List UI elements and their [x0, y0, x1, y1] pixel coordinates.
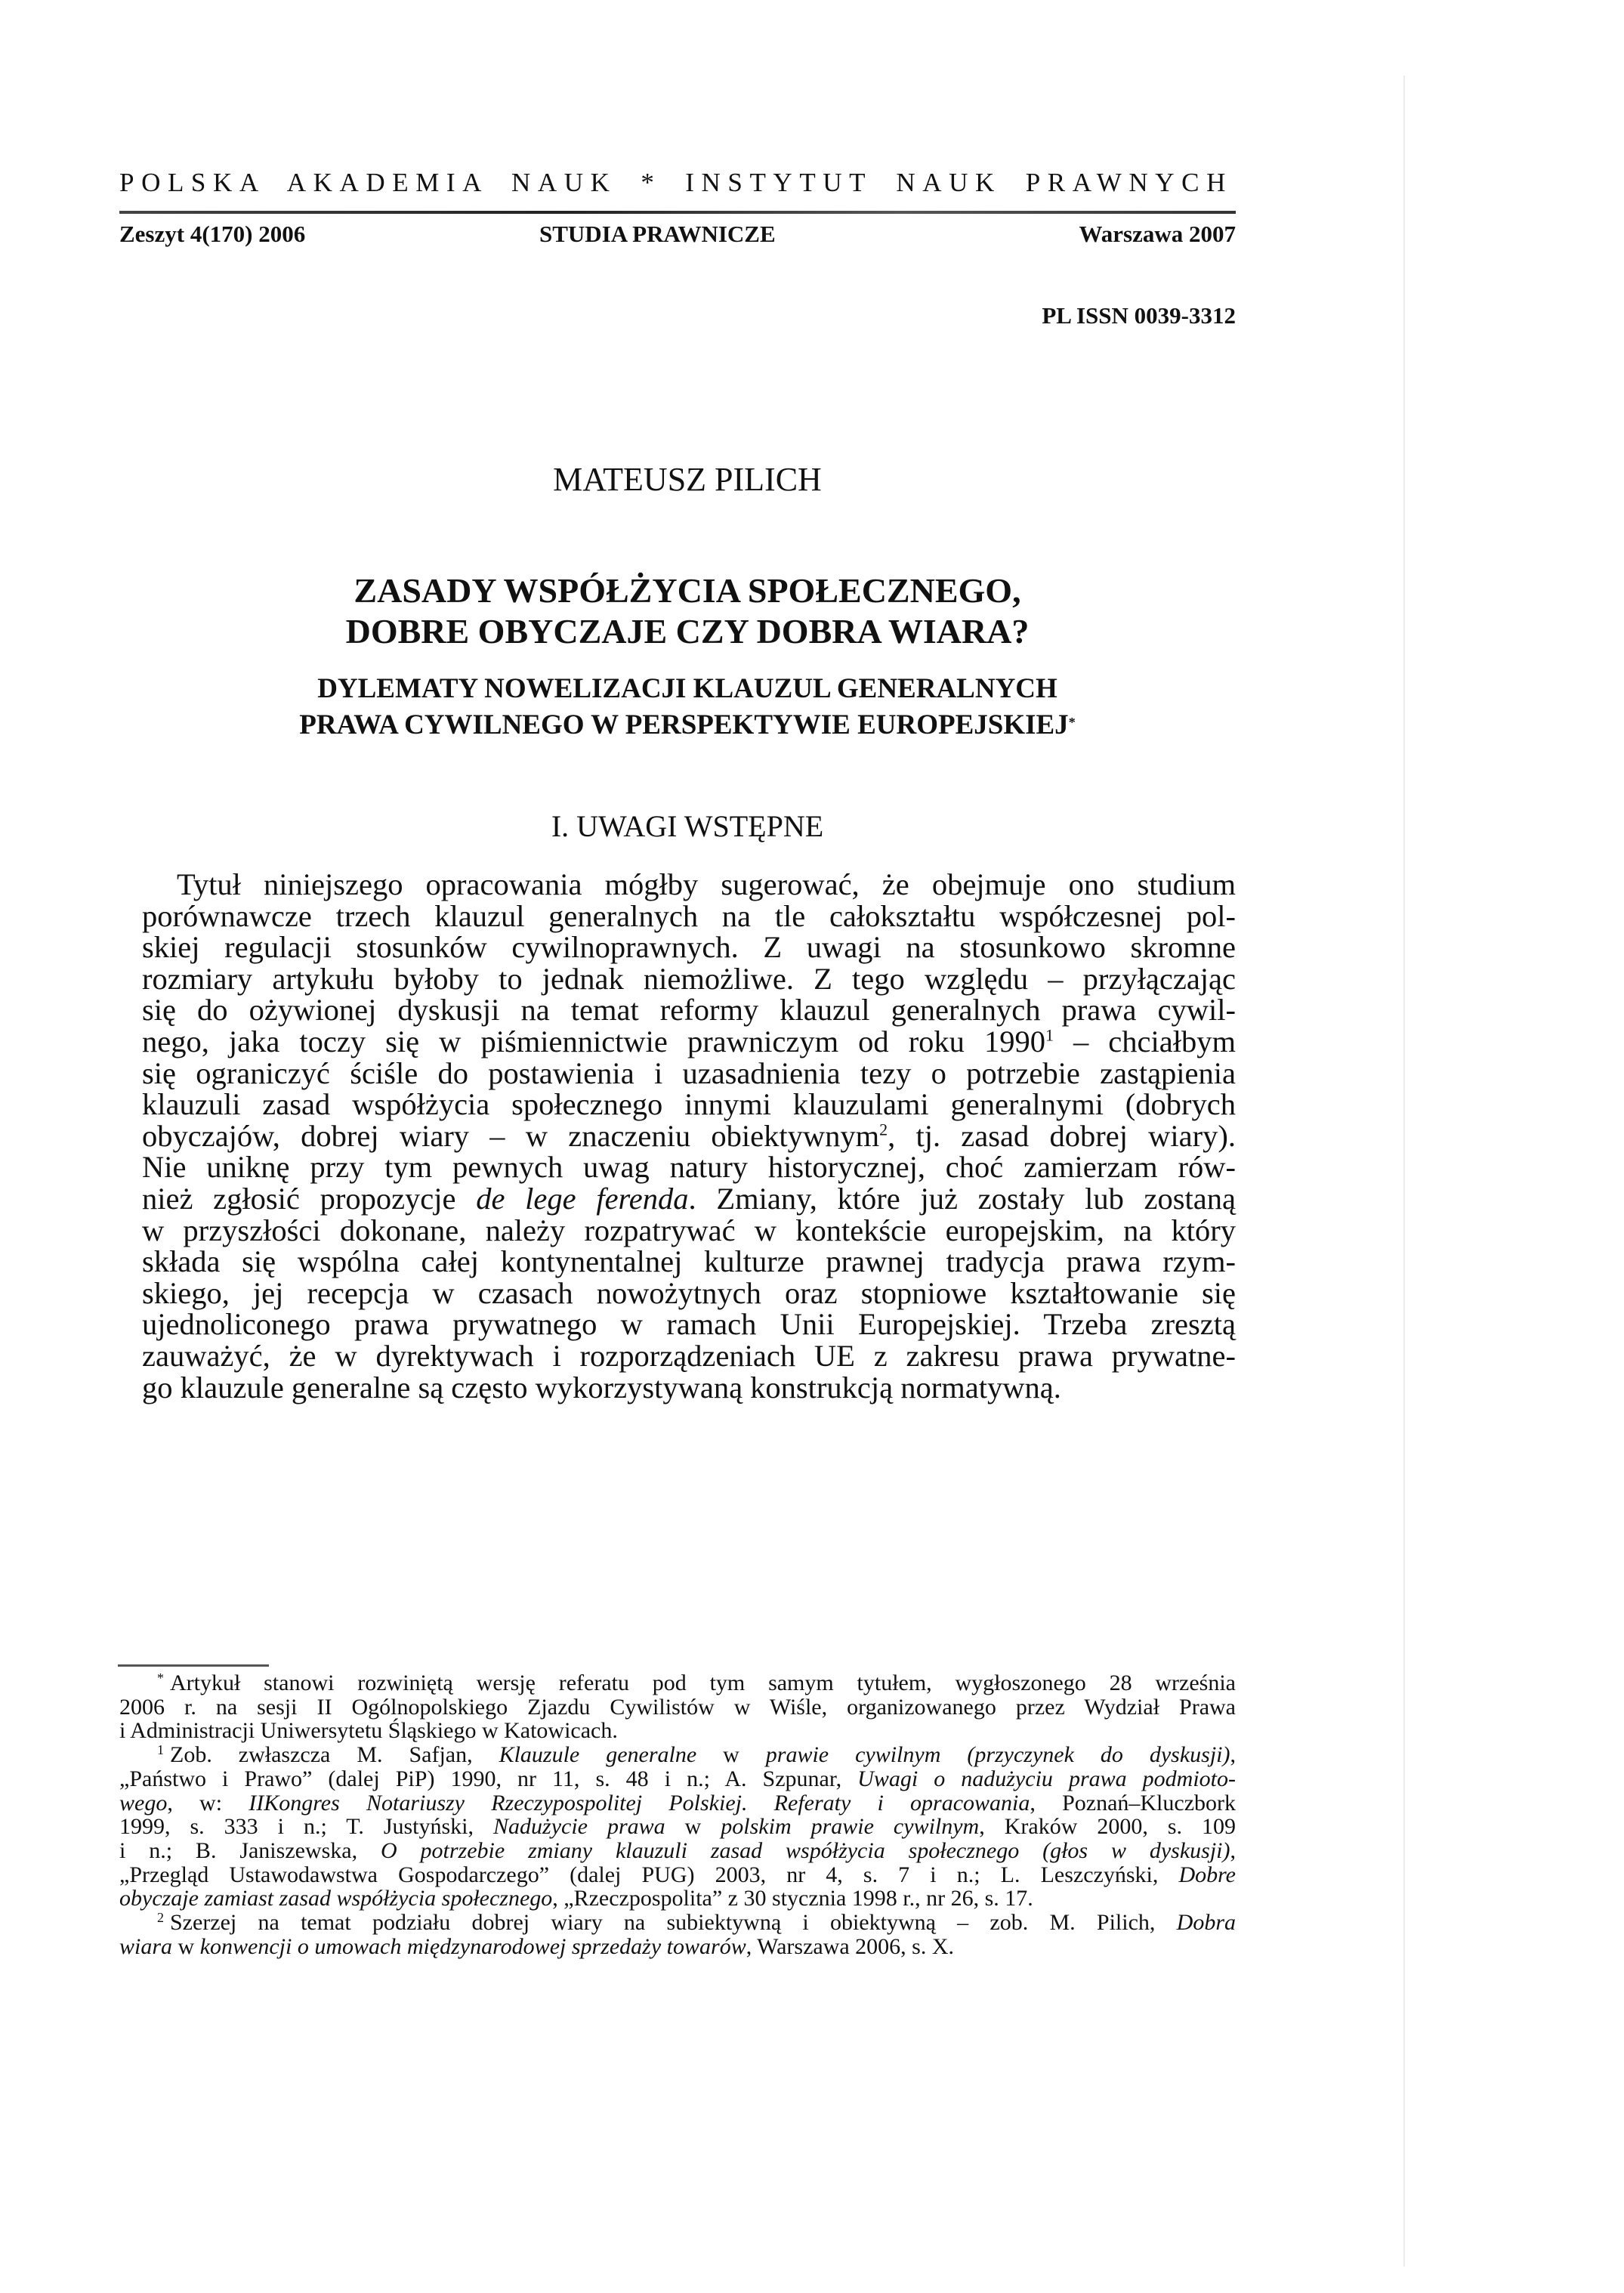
footnote — [119, 1743, 1236, 1911]
footnote-text: , — [1230, 1837, 1237, 1863]
footnote-line — [119, 1911, 1236, 1935]
footnote-line — [119, 1935, 1236, 1959]
paragraph-line: klauzuli zasad współżycia społecznego innymi klauzulami generalnymi (dobrych — [142, 1087, 1236, 1122]
footnote-line — [119, 1695, 1236, 1720]
citation-title: Nadużycie prawa — [493, 1814, 665, 1840]
header-rule — [119, 211, 1236, 214]
article-title — [136, 570, 1239, 652]
footnote — [119, 1671, 1236, 1743]
latin-phrase: de lege ferenda — [476, 1181, 689, 1216]
footnote-text: w — [665, 1814, 721, 1840]
citation-title: wego — [119, 1790, 168, 1816]
footnote-text: 2006 r. na sesji II Ogólnopolskiego Zjazdu Cywilistów w Wiśle, organizowanego przez Wydział Prawa — [119, 1694, 1236, 1720]
footnote-text: , w: — [167, 1790, 249, 1816]
footnote-text: Zob. zwłaszcza M. Safjan, — [170, 1742, 499, 1768]
footnote-text: , Poznań–Kluczbork — [1030, 1790, 1237, 1816]
author-name: MATEUSZ PILICH — [553, 461, 822, 498]
paragraph-line: Nie uniknę przy tym pewnych uwag natury historycznej, choć zamierzam rów- — [142, 1150, 1236, 1185]
issue-info-row — [119, 219, 1236, 249]
paragraph-line — [142, 1026, 1236, 1058]
citation-title: wiara — [119, 1933, 173, 1959]
paragraph-line: zauważyć, że w dyrektywach i rozporządzeniach UE z zakresu prawa prywatne- — [142, 1338, 1236, 1373]
article-subtitle — [136, 671, 1239, 743]
paragraph-line: się do ożywionej dyskusji na temat reformy klauzul generalnych prawa cywil- — [142, 993, 1236, 1028]
paragraph-line: rozmiary artykułu byłoby to jednak niemożliwe. Z tego względu – przyłączając — [142, 961, 1236, 996]
footnote-text: „Przegląd Ustawodawstwa Gospodarczego” (dalej PUG) 2003, nr 4, s. 7 i n.; L. Leszczyński, — [119, 1862, 1179, 1887]
paragraph-text: nego, jaka toczy się w piśmiennictwie prawniczym od roku 1990 — [142, 1024, 1045, 1058]
footnote-text: , — [1230, 1742, 1236, 1768]
citation-title: polskim prawie cywilnym — [721, 1814, 980, 1840]
footnote-text: w — [172, 1933, 200, 1959]
paragraph-text: . Zmiany, które już zostały lub zostaną — [688, 1181, 1236, 1216]
footnote-text: Artykuł stanowi rozwiniętą wersję referatu pod tym samym tytułem, wygłoszonego 28 września — [170, 1670, 1236, 1695]
citation-title: Klauzule generalne — [499, 1742, 697, 1768]
scan-page-edge — [1403, 76, 1405, 2267]
footnote-line — [119, 1815, 1236, 1839]
citation-title: Uwagi o nadużyciu prawa podmioto- — [857, 1766, 1236, 1791]
footnote-line — [119, 1671, 1236, 1695]
footnote-line — [119, 1839, 1236, 1863]
footnote-separator — [118, 1664, 269, 1667]
footnote-text: „Państwo i Prawo” (dalej PiP) 1990, nr 11, s. 48 i n.; A. Szpunar, — [119, 1766, 858, 1791]
citation-title: O potrzebie zmiany klauzuli zasad współżycia społecznego (głos w dyskusji) — [381, 1837, 1230, 1863]
footnote-line — [119, 1767, 1236, 1791]
journal-name: STUDIA PRAWNICZE — [539, 221, 776, 247]
footnote-line — [119, 1791, 1236, 1816]
footnotes — [119, 1671, 1236, 1958]
paragraph-line: porównawcze trzech klauzul generalnych na tle całokształtu współczesnej pol- — [142, 898, 1236, 933]
footnote-line — [119, 1743, 1236, 1767]
footnote-text: i n.; B. Janiszewska, — [119, 1837, 381, 1863]
footnote-line — [119, 1719, 1236, 1743]
citation-title: konwencji o umowach międzynarodowej sprzedaży towarów — [199, 1933, 746, 1959]
citation-title: obyczaje zamiast zasad współżycia społecznego — [119, 1886, 553, 1911]
citation-title: IIKongres Notariuszy Rzeczypospolitej Polskiej. Referaty i opracowania — [249, 1790, 1030, 1816]
paragraph-text: , tj. zasad dobrej wiary). — [888, 1118, 1236, 1153]
paragraph-line: go klauzule generalne są często wykorzystywaną konstrukcją normatywną. — [142, 1370, 1061, 1405]
paragraph-line: w przyszłości dokonane, należy rozpatrywać w kontekście europejskim, na który — [142, 1213, 1236, 1247]
footnote-mark: 2 — [157, 1910, 164, 1926]
paragraph-line: skiego, jej recepcja w czasach nowożytnych oraz stopniowe kształtowanie się — [142, 1275, 1236, 1310]
footnote-mark: * — [157, 1670, 164, 1686]
footnote-ref[interactable]: 1 — [1045, 1025, 1054, 1045]
paragraph-line: Tytuł niniejszego opracowania mógłby sugerować, że obejmuje ono studium — [177, 867, 1236, 901]
footnote-text: 1999, s. 333 i n.; T. Justyński, — [119, 1814, 494, 1840]
footnote-text: w — [696, 1742, 766, 1768]
footnote-line — [119, 1887, 1236, 1911]
paragraph-line: składa się wspólna całej kontynentalnej kulturze prawnej tradycja prawa rzym- — [142, 1244, 1236, 1279]
footnote-ref[interactable]: 2 — [879, 1120, 888, 1139]
footnote-text: , Kraków 2000, s. 109 — [979, 1814, 1236, 1840]
citation-title: Dobre — [1178, 1862, 1236, 1887]
footnote-mark: 1 — [157, 1742, 164, 1758]
paragraph-line: się ograniczyć ściśle do postawienia i uzasadnienia tezy o potrzebie zastąpienia — [142, 1055, 1236, 1090]
article-subtitle-line — [136, 707, 1239, 743]
issn: PL ISSN 0039-3312 — [1042, 302, 1236, 329]
intro-paragraph — [142, 869, 1236, 1403]
footnote-text: , „Rzeczpospolita” z 30 stycznia 1998 r., nr 26, s. 17. — [552, 1886, 1033, 1911]
paragraph-line — [142, 1183, 1236, 1215]
article-subtitle-line: DYLEMATY NOWELIZACJI KLAUZUL GENERALNYCH — [317, 673, 1057, 704]
section-heading: I. UWAGI WSTĘPNE — [551, 809, 824, 843]
footnote-text: i Administracji Uniwersytetu Śląskiego w Katowicach. — [119, 1718, 618, 1744]
article-subtitle-text: PRAWA CYWILNEGO W PERSPEKTYWIE EUROPEJSKIEJ — [299, 709, 1069, 740]
citation-title: Dobra — [1176, 1910, 1236, 1936]
paragraph-line: ujednoliconego prawa prywatnego w ramach Unii Europejskiej. Trzeba zresztą — [142, 1307, 1236, 1342]
issue-number: Zeszyt 4(170) 2006 — [119, 221, 306, 247]
paragraph-text: – chciałbym — [1053, 1024, 1236, 1058]
paragraph-text: obyczajów, dobrej wiary – w znaczeniu obiektywnym — [142, 1118, 880, 1153]
citation-title: prawie cywilnym (przyczynek do dyskusji) — [765, 1742, 1230, 1768]
article-title-line: ZASADY WSPÓŁŻYCIA SPOŁECZNEGO, — [354, 571, 1021, 610]
footnote — [119, 1911, 1236, 1958]
paragraph-text: nież zgłosić propozycje — [142, 1181, 477, 1216]
footnote-text: , Warszawa 2006, s. X. — [746, 1933, 955, 1959]
footnote-line — [119, 1863, 1236, 1887]
article-title-line: DOBRE OBYCZAJE CZY DOBRA WIARA? — [345, 612, 1030, 651]
paragraph-line: skiej regulacji stosunków cywilnoprawnych. Z uwagi na stosunkowo skromne — [142, 930, 1236, 965]
footnote-ref-star[interactable]: * — [1068, 715, 1076, 730]
publisher-masthead: POLSKA AKADEMIA NAUK * INSTYTUT NAUK PRAWNYCH — [119, 168, 1233, 197]
paragraph-line — [142, 1120, 1236, 1152]
footnote-text: Szerzej na temat podziału dobrej wiary na subiektywną i obiektywną – zob. M. Pilich, — [170, 1910, 1177, 1936]
publication-place-year: Warszawa 2007 — [1079, 221, 1236, 247]
